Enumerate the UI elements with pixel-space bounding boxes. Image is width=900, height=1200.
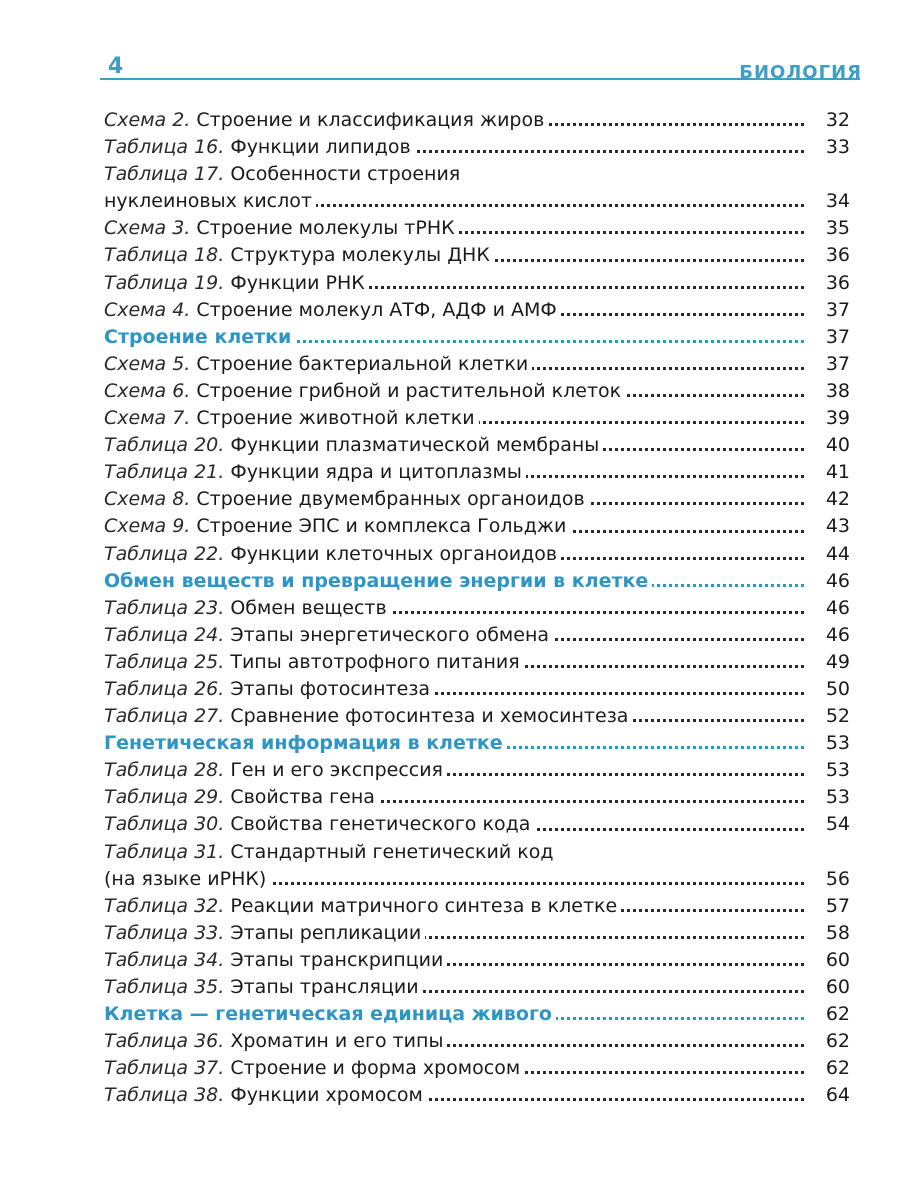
toc-entry-text: Генетическая информация в клетке bbox=[104, 732, 503, 755]
toc-entry-title bbox=[104, 868, 270, 890]
toc-entry-title bbox=[104, 244, 494, 266]
toc-entry-label: Таблица 26. bbox=[104, 677, 225, 700]
toc-entry[interactable] bbox=[104, 595, 850, 622]
toc-entry[interactable] bbox=[104, 839, 850, 866]
toc-entry-title bbox=[104, 190, 316, 212]
toc-entry[interactable] bbox=[104, 1028, 850, 1055]
toc-entry-label: Схема 9. bbox=[104, 515, 191, 538]
toc-page-number: 60 bbox=[806, 974, 850, 1001]
toc-entry[interactable] bbox=[104, 757, 850, 784]
toc-entry-title bbox=[104, 922, 425, 944]
toc-entry-text: (на языке иРНК) bbox=[104, 867, 267, 890]
toc-entry[interactable] bbox=[104, 378, 850, 405]
toc-entry[interactable] bbox=[104, 811, 850, 838]
toc-entry[interactable] bbox=[104, 1055, 850, 1082]
toc-page-number: 57 bbox=[806, 893, 850, 920]
toc-entry-title bbox=[104, 326, 295, 348]
toc-entry-text: Этапы транскрипции bbox=[224, 948, 444, 971]
toc-entry-title bbox=[104, 786, 379, 808]
toc-entry-label: Схема 6. bbox=[104, 379, 191, 402]
toc-entry-title bbox=[104, 353, 532, 375]
toc-entry-text: Сравнение фотосинтеза и хемосинтеза bbox=[224, 705, 629, 728]
toc-entry-text: Строение и классификация жиров bbox=[190, 109, 545, 131]
toc-entry-title bbox=[104, 217, 459, 239]
toc-entry-text: нуклеиновых кислот bbox=[104, 190, 312, 213]
toc-page-number: 54 bbox=[806, 811, 850, 838]
toc-page-number: 40 bbox=[806, 432, 850, 459]
toc-entry-title bbox=[104, 1003, 556, 1025]
toc-page-number: 49 bbox=[806, 649, 850, 676]
toc-entry-title bbox=[104, 841, 557, 863]
toc-page-number: 36 bbox=[806, 242, 850, 269]
toc-page-number: 50 bbox=[806, 676, 850, 703]
toc-entry[interactable] bbox=[104, 215, 850, 242]
toc-page-number: 53 bbox=[806, 784, 850, 811]
toc-entry[interactable] bbox=[104, 107, 850, 134]
toc-page-number: 53 bbox=[806, 757, 850, 784]
book-title: БИОЛОГИЯ bbox=[739, 62, 862, 83]
toc-entry[interactable] bbox=[104, 703, 850, 730]
toc-section-heading[interactable] bbox=[104, 730, 850, 757]
toc-entry-label: Таблица 29. bbox=[104, 786, 225, 809]
toc-entry-text: Свойства гена bbox=[224, 786, 375, 809]
toc-page-number: 41 bbox=[806, 459, 850, 486]
toc-entry-title bbox=[104, 976, 423, 998]
toc-entry-text: Функции плазматической мембраны bbox=[224, 434, 600, 457]
toc-entry-text: Строение и форма хромосом bbox=[224, 1057, 521, 1080]
toc-entry[interactable] bbox=[104, 459, 850, 486]
toc-entry-label: Схема 2. bbox=[104, 109, 191, 131]
toc-entry[interactable] bbox=[104, 270, 850, 297]
toc-entry-title bbox=[104, 895, 621, 917]
toc-entry-label: Таблица 24. bbox=[104, 623, 225, 646]
table-of-contents bbox=[104, 107, 850, 1109]
toc-entry[interactable] bbox=[104, 974, 850, 1001]
toc-section-heading[interactable] bbox=[104, 568, 850, 595]
toc-entry-title bbox=[104, 705, 632, 727]
toc-entry[interactable] bbox=[104, 649, 850, 676]
toc-entry-title bbox=[104, 597, 391, 619]
toc-entry-label: Таблица 28. bbox=[104, 759, 225, 782]
toc-entry[interactable] bbox=[104, 432, 850, 459]
toc-entry-title bbox=[104, 678, 434, 700]
toc-entry-title bbox=[104, 434, 603, 456]
toc-entry-text: Типы автотрофного питания bbox=[224, 650, 520, 673]
toc-entry[interactable] bbox=[104, 920, 850, 947]
toc-entry[interactable] bbox=[104, 242, 850, 269]
toc-entry-label: Таблица 38. bbox=[104, 1084, 225, 1107]
toc-entry-text: Обмен веществ и превращение энергии в клетке bbox=[104, 569, 649, 592]
toc-entry-title bbox=[104, 732, 507, 754]
toc-page-number: 56 bbox=[806, 866, 850, 893]
toc-entry-text: Особенности строения bbox=[224, 163, 461, 186]
toc-entry-text: Функции липидов bbox=[224, 136, 411, 159]
toc-entry[interactable] bbox=[104, 161, 850, 188]
toc-entry-label: Схема 3. bbox=[104, 217, 191, 240]
toc-entry[interactable] bbox=[104, 893, 850, 920]
toc-entry-label: Таблица 32. bbox=[104, 894, 225, 917]
toc-entry-title bbox=[104, 163, 464, 185]
toc-entry[interactable] bbox=[104, 622, 850, 649]
toc-entry-title bbox=[104, 136, 415, 158]
toc-entry[interactable] bbox=[104, 947, 850, 974]
toc-section-heading[interactable] bbox=[104, 324, 850, 351]
toc-entry-label: Таблица 25. bbox=[104, 650, 225, 673]
toc-entry-label: Схема 7. bbox=[104, 407, 191, 430]
toc-entry-title bbox=[104, 1030, 447, 1052]
toc-entry-label: Таблица 36. bbox=[104, 1030, 225, 1053]
toc-page-number: 62 bbox=[806, 1028, 850, 1055]
toc-entry-label: Схема 5. bbox=[104, 352, 191, 375]
toc-entry-text: Строение грибной и растительной клеток bbox=[190, 379, 622, 402]
toc-entry-label: Таблица 19. bbox=[104, 271, 225, 294]
toc-entry-label: Таблица 34. bbox=[104, 948, 225, 971]
toc-entry-title bbox=[104, 759, 447, 781]
toc-entry[interactable] bbox=[104, 513, 850, 540]
toc-page-number: 38 bbox=[806, 378, 850, 405]
toc-entry-label: Схема 8. bbox=[104, 488, 191, 511]
toc-entry[interactable] bbox=[104, 297, 850, 324]
toc-entry-label: Таблица 23. bbox=[104, 596, 225, 619]
toc-entry-label: Таблица 17. bbox=[104, 163, 225, 186]
toc-page-number: 44 bbox=[806, 541, 850, 568]
toc-entry-label: Таблица 16. bbox=[104, 136, 225, 159]
toc-page-number: 52 bbox=[806, 703, 850, 730]
toc-entry-text: Строение животной клетки bbox=[190, 407, 475, 430]
toc-entry[interactable] bbox=[104, 676, 850, 703]
toc-entry[interactable] bbox=[104, 351, 850, 378]
toc-entry[interactable] bbox=[104, 188, 850, 215]
toc-page-number: 37 bbox=[806, 351, 850, 378]
toc-page-number: 37 bbox=[806, 297, 850, 324]
toc-page-number: 46 bbox=[806, 622, 850, 649]
toc-entry-text: Реакции матричного синтеза в клетке bbox=[224, 894, 618, 917]
toc-entry-label: Таблица 37. bbox=[104, 1057, 225, 1080]
toc-entry-label: Таблица 22. bbox=[104, 542, 225, 565]
toc-entry-label: Схема 4. bbox=[104, 298, 191, 321]
toc-entry-text: Функции хромосом bbox=[224, 1084, 423, 1107]
toc-entry-text: Строение молекулы тРНК bbox=[190, 217, 455, 240]
toc-entry-text: Строение молекул АТФ, АДФ и АМФ bbox=[190, 298, 557, 321]
toc-entry-title bbox=[104, 1084, 427, 1106]
toc-entry[interactable] bbox=[104, 1082, 850, 1109]
toc-entry-label: Таблица 18. bbox=[104, 244, 225, 267]
toc-page-number: 42 bbox=[806, 486, 850, 513]
toc-entry-label: Таблица 21. bbox=[104, 461, 225, 484]
toc-entry-title bbox=[104, 813, 534, 835]
toc-page-number: 32 bbox=[806, 107, 850, 134]
toc-page-number: 46 bbox=[806, 568, 850, 595]
toc-page-number: 58 bbox=[806, 920, 850, 947]
toc-entry-title bbox=[104, 515, 570, 537]
toc-page-number: 46 bbox=[806, 595, 850, 622]
toc-entry[interactable] bbox=[104, 784, 850, 811]
toc-entry-text: Строение ЭПС и комплекса Гольджи bbox=[190, 515, 567, 538]
toc-entry-title bbox=[104, 543, 561, 565]
toc-entry-label: Таблица 30. bbox=[104, 813, 225, 836]
toc-entry-text: Ген и его экспрессия bbox=[224, 759, 443, 782]
toc-entry-title bbox=[104, 461, 526, 483]
toc-page-number: 36 bbox=[806, 270, 850, 297]
toc-entry-title bbox=[104, 624, 553, 646]
toc-entry-label: Таблица 31. bbox=[104, 840, 225, 863]
toc-entry-title bbox=[104, 949, 447, 971]
toc-entry-label: Таблица 20. bbox=[104, 434, 225, 457]
toc-entry-text: Строение бактериальной клетки bbox=[190, 352, 529, 375]
toc-page-number: 62 bbox=[806, 1001, 850, 1028]
toc-entry-title bbox=[104, 299, 561, 321]
toc-entry-text: Обмен веществ bbox=[224, 596, 387, 619]
toc-entry-label: Таблица 35. bbox=[104, 976, 225, 998]
toc-entry-title bbox=[104, 407, 479, 429]
toc-entry-title bbox=[104, 651, 524, 673]
toc-entry-text: Этапы репликации bbox=[224, 921, 422, 944]
toc-page-number: 62 bbox=[806, 1055, 850, 1082]
toc-entry-title bbox=[104, 109, 548, 131]
toc-entry-title bbox=[104, 570, 652, 592]
toc-entry-text: Функции ядра и цитоплазмы bbox=[224, 461, 522, 484]
toc-entry-label: Таблица 33. bbox=[104, 921, 225, 944]
toc-entry-text: Этапы энергетического обмена bbox=[224, 623, 550, 646]
toc-entry[interactable] bbox=[104, 486, 850, 513]
toc-page-number: 33 bbox=[806, 134, 850, 161]
toc-entry-text: Функции клеточных органоидов bbox=[224, 542, 558, 565]
toc-entry-title bbox=[104, 488, 589, 510]
toc-page-number: 37 bbox=[806, 324, 850, 351]
toc-entry-text: Стандартный генетический код bbox=[224, 840, 554, 863]
toc-entry-text: Клетка — генетическая единица живого bbox=[104, 1003, 552, 1026]
toc-entry[interactable] bbox=[104, 866, 850, 893]
toc-entry[interactable] bbox=[104, 134, 850, 161]
toc-page-number: 35 bbox=[806, 215, 850, 242]
toc-entry[interactable] bbox=[104, 541, 850, 568]
page-number: 4 bbox=[108, 54, 124, 79]
toc-entry-label: Таблица 27. bbox=[104, 705, 225, 728]
toc-page-number: 53 bbox=[806, 730, 850, 757]
toc-section-heading[interactable] bbox=[104, 1001, 850, 1028]
toc-entry-text: Функции РНК bbox=[224, 271, 365, 294]
toc-entry-title bbox=[104, 380, 625, 402]
toc-entry-text: Хроматин и его типы bbox=[224, 1030, 444, 1053]
toc-entry-text: Свойства генетического кода bbox=[224, 813, 531, 836]
toc-entry-text: Строение клетки bbox=[104, 325, 292, 348]
toc-entry-text: Строение двумембранных органоидов bbox=[190, 488, 585, 511]
toc-entry-title bbox=[104, 272, 369, 294]
toc-entry-text: Этапы фотосинтеза bbox=[224, 677, 431, 700]
toc-entry-text: Структура молекулы ДНК bbox=[224, 244, 490, 267]
toc-entry[interactable] bbox=[104, 405, 850, 432]
toc-page-number: 64 bbox=[806, 1082, 850, 1109]
toc-page-number: 60 bbox=[806, 947, 850, 974]
toc-entry-text: Этапы трансляции bbox=[224, 976, 419, 998]
toc-entry-title bbox=[104, 1057, 524, 1079]
toc-page-number: 39 bbox=[806, 405, 850, 432]
toc-page-number: 43 bbox=[806, 513, 850, 540]
toc-page-number: 34 bbox=[806, 188, 850, 215]
